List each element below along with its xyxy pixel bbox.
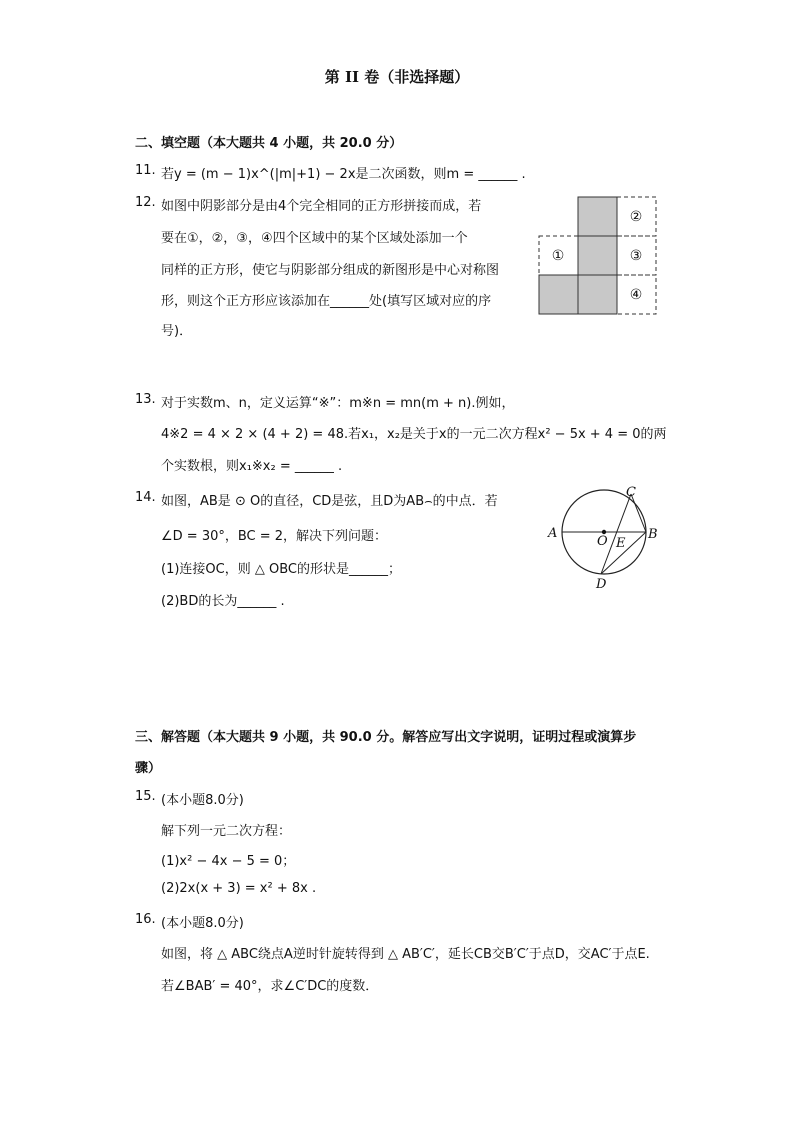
question-line: 解下列一元二次方程： [161, 824, 292, 839]
point-label-d: D [596, 577, 607, 590]
question-line: 4※2 = 4 × 2 × (4 + 2) = 48.若x₁，x₂是关于x的一元二次方程x² − 5x + 4 = 0的两 [161, 427, 667, 442]
question-number: 14. [135, 490, 156, 505]
question-line: 如图，AB是 ⊙ O的直径，CD是弦，且D为AB⌢的中点．若 [161, 494, 498, 509]
question-number: 13. [135, 392, 156, 407]
question-line: 同样的正方形，使它与阴影部分组成的新图形是中心对称图 [161, 263, 500, 278]
section-heading-line: 三、解答题（本大题共 9 小题，共 90.0 分。解答应写出文字说明，证明过程或演算步 [135, 730, 637, 745]
question-line: 号)． [161, 324, 193, 339]
question-line: (1)连接OC，则 △ OBC的形状是______； [161, 562, 401, 577]
question-line: 对于实数m、n，定义运算“※”：m※n = mn(m + n).例如， [161, 396, 515, 411]
question-line: (2)BD的长为______ . [161, 594, 285, 609]
question-text: 若y = (m − 1)x^(|m|+1) − 2x是二次函数，则m = ______ . [161, 167, 526, 182]
question-number: 12. [135, 195, 156, 210]
page-title: 第 II 卷（非选择题） [324, 68, 470, 86]
question-line: 如图中阴影部分是由4个完全相同的正方形拼接而成，若 [161, 199, 482, 214]
question-number: 11. [135, 163, 156, 178]
question-line: (本小题8.0分) [161, 793, 244, 808]
region-label-3: ③ [629, 248, 643, 264]
section-heading-line: 骤） [135, 761, 162, 776]
region-label-4: ④ [629, 287, 643, 303]
circle-figure [540, 484, 662, 590]
question-line: (1)x² − 4x − 5 = 0； [161, 854, 296, 869]
point-label-a: A [548, 526, 558, 541]
point-label-o: O [597, 534, 608, 549]
question-line: 形，则这个正方形应该添加在______处(填写区域对应的序 [161, 294, 492, 309]
question-line: 要在①，②，③，④四个区域中的某个区域处添加一个 [161, 231, 468, 246]
shaded-square [539, 275, 578, 314]
question-line: (本小题8.0分) [161, 916, 244, 931]
region-label-2: ② [629, 209, 643, 225]
point-label-b: B [648, 527, 658, 542]
question-line: 若∠BAB′ = 40°，求∠C′DC的度数． [161, 979, 379, 994]
point-label-e: E [616, 536, 626, 551]
shaded-square [578, 275, 617, 314]
question-number: 16. [135, 912, 156, 927]
shaded-square [578, 197, 617, 236]
point-label-c: C [626, 485, 636, 500]
question-line: 如图，将 △ ABC绕点A逆时针旋转得到 △ AB′C′，延长CB交B′C′于点D，交AC′于点E. [161, 947, 650, 962]
question-line: 个实数根，则x₁※x₂ = ______ . [161, 459, 343, 474]
question-number: 15. [135, 789, 156, 804]
squares-figure [536, 194, 660, 318]
region-label-1: ① [551, 248, 565, 264]
question-line: (2)2x(x + 3) = x² + 8x . [161, 881, 317, 896]
shaded-square [578, 236, 617, 275]
question-line: ∠D = 30°，BC = 2，解决下列问题： [161, 529, 388, 544]
section-heading-fill-blank: 二、填空题（本大题共 4 小题，共 20.0 分） [135, 136, 403, 151]
